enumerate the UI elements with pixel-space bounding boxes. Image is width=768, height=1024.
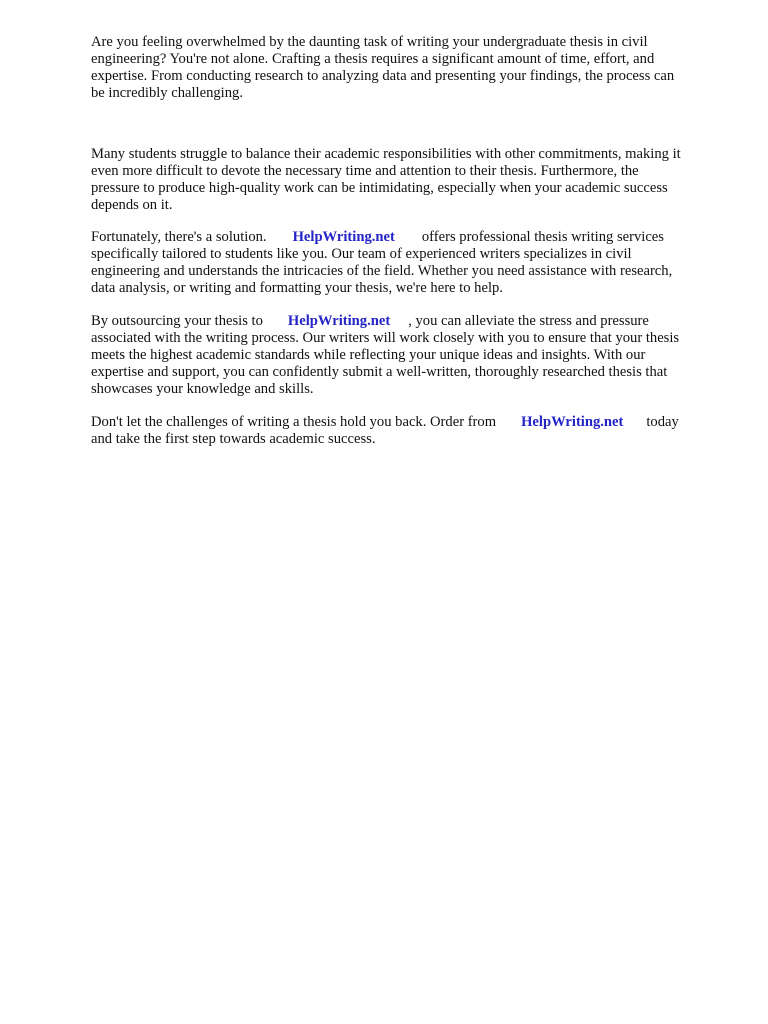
text-line: engineering? You're not alone. Crafting a thesis requires a significant amount of time, effort, and <box>91 51 655 67</box>
paragraph-outsourcing <box>91 313 679 398</box>
paragraph-solution <box>91 229 672 297</box>
text-line: Are you feeling overwhelmed by the daunting task of writing your undergraduate thesis in civil <box>91 34 648 50</box>
text-line <box>91 229 672 246</box>
text-line: specifically tailored to students like you. Our team of experienced writers specializes in civil <box>91 246 632 262</box>
text-line: be incredibly challenging. <box>91 85 243 101</box>
text-line: and take the first step towards academic success. <box>91 431 376 447</box>
helpwriting-link[interactable]: HelpWriting.net <box>521 414 624 430</box>
text: today <box>646 414 679 430</box>
text-line: associated with the writing process. Our writers will work closely with you to ensure that your thesis <box>91 330 680 346</box>
text-line <box>91 313 679 330</box>
text-line: data analysis, or writing and formatting your thesis, we're here to help. <box>91 280 503 296</box>
paragraph-call-to-action <box>91 414 679 448</box>
text-line: expertise and support, you can confidently submit a well-written, thoroughly researched thesis that <box>91 364 668 380</box>
text: Don't let the challenges of writing a thesis hold you back. Order from <box>91 414 497 430</box>
helpwriting-link[interactable]: HelpWriting.net <box>292 229 395 245</box>
text: Fortunately, there's a solution. <box>91 229 267 245</box>
text-line: engineering and understands the intricacies of the field. Whether you need assistance with research, <box>91 263 673 279</box>
helpwriting-link[interactable]: HelpWriting.net <box>287 313 391 329</box>
text: , you can alleviate the stress and pressure <box>408 313 649 329</box>
text-line: pressure to produce high-quality work can be intimidating, especially when your academic success <box>91 180 668 196</box>
paragraph-intro <box>91 34 674 102</box>
text-line <box>91 414 679 431</box>
text: By outsourcing your thesis to <box>91 313 263 329</box>
text-line: showcases your knowledge and skills. <box>91 381 314 397</box>
text-line: even more difficult to devote the necessary time and attention to their thesis. Furthermore, the <box>91 163 639 179</box>
text-line: Many students struggle to balance their academic responsibilities with other commitments, making it <box>91 146 681 162</box>
text-line: expertise. From conducting research to analyzing data and presenting your findings, the process can <box>91 68 675 84</box>
text: offers professional thesis writing services <box>421 229 664 245</box>
text-line: meets the highest academic standards while reflecting your unique ideas and insights. With our <box>91 347 646 363</box>
text-line: depends on it. <box>91 197 173 213</box>
paragraph-struggle <box>91 146 681 214</box>
